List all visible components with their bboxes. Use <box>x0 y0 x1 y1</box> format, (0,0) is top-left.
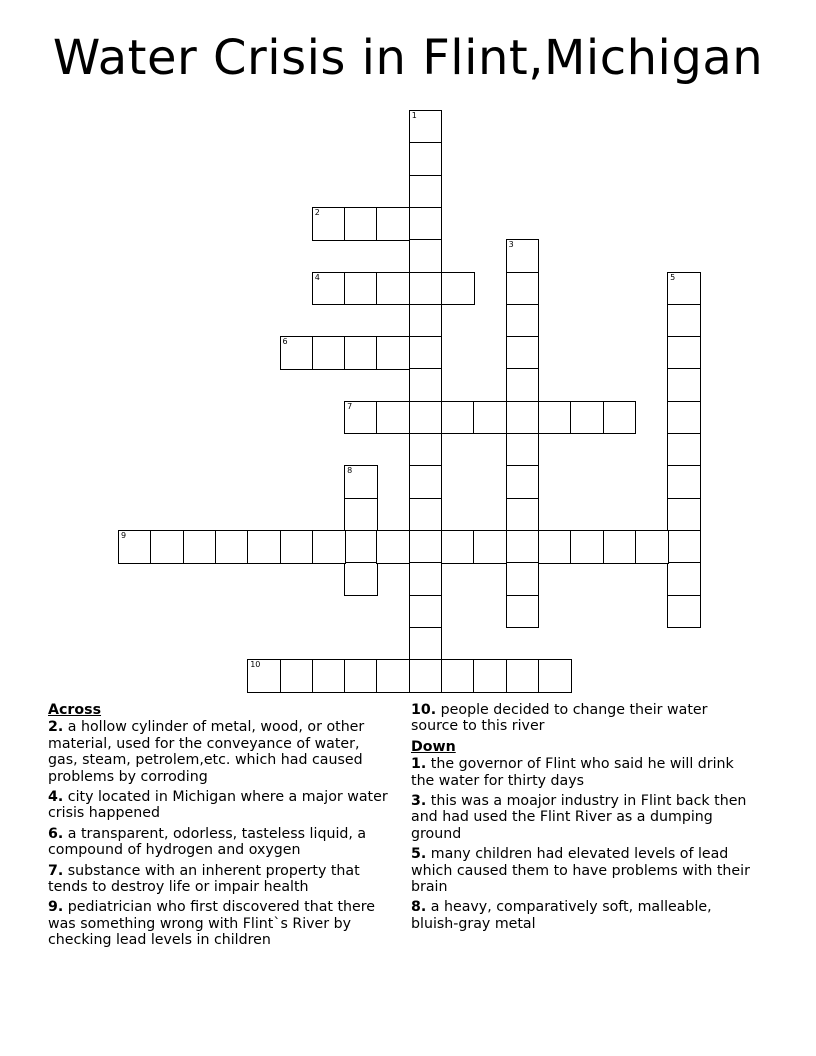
grid-cell[interactable] <box>215 530 249 564</box>
clue-across-6 <box>48 826 393 859</box>
grid-cell[interactable] <box>344 465 378 499</box>
clue-text: a hollow cylinder of metal, wood, or other material, used for the conveyance of water, gas, steam, petrolem,etc. which had caused problems by corroding <box>48 719 365 785</box>
clue-text: pediatrician who first discovered that there was something wrong with Flint`s River by checking lead levels in children <box>48 899 376 949</box>
grid-cell[interactable] <box>312 659 346 693</box>
clue-across-7 <box>48 863 393 896</box>
grid-cell[interactable] <box>344 207 378 241</box>
grid-cell[interactable] <box>667 401 701 435</box>
grid-cell[interactable] <box>473 659 507 693</box>
grid-cell[interactable] <box>506 433 540 467</box>
clues-right-column <box>411 702 756 936</box>
grid-cell[interactable] <box>312 207 346 241</box>
grid-cell[interactable] <box>376 207 410 241</box>
grid-cell[interactable] <box>635 530 669 564</box>
clue-text: this was a moajor industry in Flint back then and had used the Flint River as a dumping ground <box>411 793 747 842</box>
grid-cell[interactable] <box>538 530 572 564</box>
clue-text: a heavy, comparatively soft, malleable, bluish-gray metal <box>411 899 712 932</box>
clue-across-4 <box>48 789 393 822</box>
grid-cell[interactable] <box>280 336 314 370</box>
down-heading: Down <box>411 738 456 755</box>
grid-cell[interactable] <box>506 659 540 693</box>
grid-cell[interactable] <box>441 272 475 306</box>
grid-cell[interactable] <box>344 562 378 596</box>
clue-number: 10. <box>411 702 437 718</box>
grid-cell[interactable] <box>506 465 540 499</box>
grid-cell[interactable] <box>409 627 443 661</box>
grid-cell[interactable] <box>667 336 701 370</box>
cell-number: 3 <box>508 240 514 250</box>
grid-cell[interactable] <box>409 562 443 596</box>
grid-cell[interactable] <box>473 401 507 435</box>
grid-cell[interactable] <box>376 659 410 693</box>
clue-text: many children had elevated levels of lead which caused them to have problems with their brain <box>411 846 750 896</box>
grid-cell[interactable] <box>506 336 540 370</box>
grid-cell[interactable] <box>409 239 443 273</box>
grid-cell[interactable] <box>538 401 572 435</box>
grid-cell[interactable] <box>667 433 701 467</box>
grid-cell[interactable] <box>409 368 443 402</box>
grid-cell[interactable] <box>506 562 540 596</box>
grid-cell[interactable] <box>409 465 443 499</box>
cell-number: 6 <box>282 337 288 347</box>
clue-down-3 <box>411 793 756 842</box>
grid-cell[interactable] <box>376 272 410 306</box>
grid-cell[interactable] <box>441 659 475 693</box>
grid-cell[interactable] <box>570 401 604 435</box>
grid-cell[interactable] <box>667 304 701 338</box>
grid-cell[interactable] <box>506 595 540 629</box>
grid-cell[interactable] <box>506 401 540 435</box>
cell-number: 8 <box>347 466 353 476</box>
grid-cell[interactable] <box>150 530 184 564</box>
grid-cell[interactable] <box>603 401 637 435</box>
clue-number: 4. <box>48 789 64 806</box>
grid-cell[interactable] <box>376 336 410 370</box>
grid-cell[interactable] <box>344 272 378 306</box>
grid-cell[interactable] <box>441 401 475 435</box>
clue-number: 1. <box>411 756 427 773</box>
grid-cell[interactable] <box>376 401 410 435</box>
clues-left-column <box>48 702 393 953</box>
grid-cell[interactable] <box>667 498 701 532</box>
grid-cell[interactable] <box>409 175 443 209</box>
grid-cell[interactable] <box>667 530 701 564</box>
grid-cell[interactable] <box>344 659 378 693</box>
grid-cell[interactable] <box>506 239 540 273</box>
cell-number: 7 <box>347 401 353 411</box>
grid-cell[interactable] <box>312 530 346 564</box>
grid-cell[interactable] <box>506 304 540 338</box>
grid-cell[interactable] <box>506 498 540 532</box>
grid-cell[interactable] <box>667 465 701 499</box>
grid-cell[interactable] <box>312 272 346 306</box>
grid-cell[interactable] <box>280 659 314 693</box>
clue-text: substance with an inherent property that tends to destroy life or impair health <box>48 862 360 896</box>
clue-text: city located in Michigan where a major water crisis happened <box>48 789 388 822</box>
grid-cell[interactable] <box>409 433 443 467</box>
grid-cell[interactable] <box>409 336 443 370</box>
grid-cell[interactable] <box>409 272 443 306</box>
clue-across-10 <box>411 702 756 735</box>
grid-cell[interactable] <box>344 401 378 435</box>
grid-cell[interactable] <box>409 659 443 693</box>
grid-cell[interactable] <box>118 530 152 564</box>
cell-number: 2 <box>314 207 320 217</box>
grid-cell[interactable] <box>280 530 314 564</box>
grid-cell[interactable] <box>409 207 443 241</box>
grid-cell[interactable] <box>409 530 443 564</box>
grid-cell[interactable] <box>344 530 378 564</box>
cell-number: 9 <box>121 530 127 540</box>
clue-across-9 <box>48 899 393 948</box>
grid-cell[interactable] <box>667 562 701 596</box>
grid-cell[interactable] <box>344 498 378 532</box>
clue-down-1 <box>411 756 756 789</box>
clue-across-2 <box>48 719 393 785</box>
grid-cell[interactable] <box>603 530 637 564</box>
puzzle-title: Water Crisis in Flint,Michigan <box>52 30 764 86</box>
grid-cell[interactable] <box>183 530 217 564</box>
grid-cell[interactable] <box>312 336 346 370</box>
grid-cell[interactable] <box>667 368 701 402</box>
cell-number: 10 <box>250 660 261 670</box>
grid-cell[interactable] <box>538 659 572 693</box>
grid-cell[interactable] <box>409 401 443 435</box>
grid-cell[interactable] <box>506 530 540 564</box>
cell-number: 4 <box>314 272 320 282</box>
grid-cell[interactable] <box>473 530 507 564</box>
grid-cell[interactable] <box>409 498 443 532</box>
cell-number: 1 <box>411 111 417 120</box>
clue-down-5 <box>411 846 756 895</box>
clue-number: 6. <box>48 825 64 842</box>
grid-cell[interactable] <box>667 272 701 306</box>
grid-cell[interactable] <box>506 272 540 306</box>
cell-number: 5 <box>670 272 676 282</box>
clue-down-8 <box>411 899 756 932</box>
clue-number: 9. <box>48 899 64 916</box>
grid-cell[interactable] <box>376 530 410 564</box>
clue-number: 3. <box>411 793 427 810</box>
clue-number: 7. <box>48 862 64 879</box>
grid-cell[interactable] <box>570 530 604 564</box>
grid-cell[interactable] <box>344 336 378 370</box>
clue-number: 8. <box>411 899 427 916</box>
clue-number: 5. <box>411 846 427 863</box>
clue-text: the governor of Flint who said he will drink the water for thirty days <box>411 756 734 789</box>
clue-text: people decided to change their water source to this river <box>411 702 708 735</box>
grid-cell[interactable] <box>409 304 443 338</box>
grid-cell[interactable] <box>506 368 540 402</box>
clue-text: a transparent, odorless, tasteless liquid, a compound of hydrogen and oxygen <box>48 825 367 859</box>
grid-cell[interactable] <box>247 659 281 693</box>
clue-number: 2. <box>48 719 64 736</box>
grid-cell[interactable] <box>247 530 281 564</box>
grid-cell[interactable] <box>409 110 443 144</box>
grid-cell[interactable] <box>667 595 701 629</box>
grid-cell[interactable] <box>409 142 443 176</box>
across-heading: Across <box>48 702 102 718</box>
grid-cell[interactable] <box>441 530 475 564</box>
grid-cell[interactable] <box>409 595 443 629</box>
